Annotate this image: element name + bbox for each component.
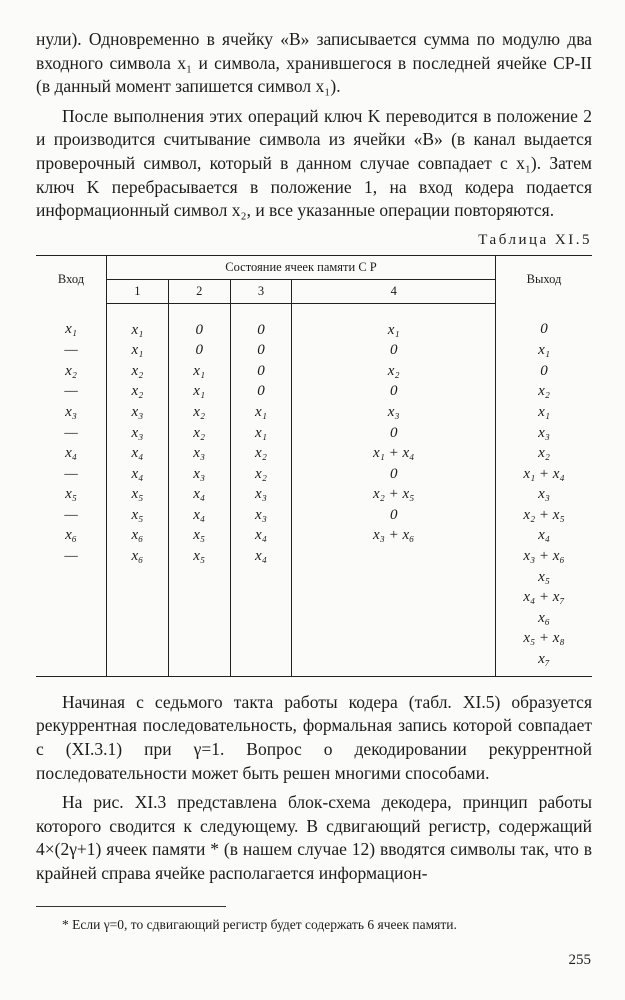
table-row bbox=[36, 567, 592, 588]
memory-cell-3: 0 bbox=[230, 303, 292, 340]
memory-cell-2: x₃ bbox=[168, 464, 230, 485]
header-input: Вход bbox=[36, 255, 107, 303]
memory-cell-1: x₁ bbox=[107, 340, 169, 361]
memory-cell-1: x₂ bbox=[107, 361, 169, 382]
memory-cell-1 bbox=[107, 629, 169, 650]
memory-cell-2: x₂ bbox=[168, 423, 230, 444]
memory-cell-3 bbox=[230, 567, 292, 588]
memory-cell-4 bbox=[292, 567, 496, 588]
memory-cell-3: x₂ bbox=[230, 464, 292, 485]
table-caption: Таблица XI.5 bbox=[478, 231, 592, 248]
table-row bbox=[36, 505, 592, 526]
memory-cell-3 bbox=[230, 608, 292, 629]
output-cell: 0 bbox=[496, 303, 593, 340]
memory-cell-4 bbox=[292, 608, 496, 629]
input-cell: — bbox=[64, 465, 78, 482]
table-row bbox=[36, 303, 592, 340]
memory-cell-4: x₃ bbox=[292, 402, 496, 423]
output-cell: 0 bbox=[496, 361, 593, 382]
memory-cell-2: 0 bbox=[168, 303, 230, 340]
table-row bbox=[36, 587, 592, 608]
memory-cell-2: x₁ bbox=[168, 361, 230, 382]
table-row bbox=[36, 485, 592, 506]
output-cell: x₆ bbox=[496, 608, 593, 629]
memory-cell-3: x₄ bbox=[230, 526, 292, 547]
input-cell bbox=[36, 608, 107, 629]
memory-cell-1: x₁ bbox=[107, 303, 169, 340]
table-row bbox=[36, 526, 592, 547]
output-cell: x₁ bbox=[496, 402, 593, 423]
output-cell: x₅ bbox=[496, 567, 593, 588]
input-cell bbox=[36, 649, 107, 676]
memory-cell-2: x₄ bbox=[168, 505, 230, 526]
input-cell: — bbox=[64, 342, 78, 359]
header-cell-4: 4 bbox=[292, 279, 496, 303]
memory-cell-1: x₄ bbox=[107, 443, 169, 464]
memory-cell-3 bbox=[230, 649, 292, 676]
memory-cell-4 bbox=[292, 629, 496, 650]
output-cell: x₂ bbox=[496, 443, 593, 464]
table-row bbox=[36, 382, 592, 403]
footnote: * Если γ=0, то сдвигающий регистр будет содержать 6 ячеек памяти. bbox=[62, 916, 457, 932]
memory-cell-4: 0 bbox=[292, 464, 496, 485]
memory-cell-1 bbox=[107, 587, 169, 608]
memory-cell-2: x₂ bbox=[168, 402, 230, 423]
memory-cell-3 bbox=[230, 629, 292, 650]
memory-cell-3 bbox=[230, 587, 292, 608]
book-page bbox=[36, 28, 592, 934]
memory-cell-4 bbox=[292, 587, 496, 608]
output-cell: x₂ bbox=[496, 382, 593, 403]
memory-cell-2 bbox=[168, 567, 230, 588]
memory-cell-1: x₃ bbox=[107, 402, 169, 423]
output-cell: x₃ bbox=[496, 485, 593, 506]
memory-cell-3: x₄ bbox=[230, 546, 292, 567]
memory-cell-3: x₃ bbox=[230, 505, 292, 526]
input-cell bbox=[36, 567, 107, 588]
table-row bbox=[36, 649, 592, 676]
table-row bbox=[36, 629, 592, 650]
memory-cell-2 bbox=[168, 649, 230, 676]
output-cell: x₇ bbox=[496, 649, 593, 676]
memory-cell-2: x₃ bbox=[168, 443, 230, 464]
header-cell-2: 2 bbox=[168, 279, 230, 303]
paragraph-recurrent-sequence: Начиная с седьмого такта работы кодера (табл. XI.5) образуется рекуррентная последовательность, формальная запись которой совпадает с (XI.3.1) при γ=1. Вопрос о декодировании рекуррентной последовательности может быть решен многими способами. bbox=[36, 691, 592, 783]
memory-cell-4 bbox=[292, 546, 496, 567]
table-row bbox=[36, 423, 592, 444]
memory-cell-2: x₅ bbox=[168, 546, 230, 567]
memory-cell-2: 0 bbox=[168, 340, 230, 361]
memory-cell-3: 0 bbox=[230, 361, 292, 382]
memory-cell-2 bbox=[168, 608, 230, 629]
paragraph-decoder-scheme: На рис. XI.3 представлена блок-схема декодера, принцип работы которого сводится к следующему. В сдвигающий регистр, содержащий 4×(2γ+1) ячеек памяти * (в нашем случае 12) вводятся символы так, что в крайней справа ячейке располагается информацион- bbox=[36, 792, 592, 883]
memory-cell-2: x₄ bbox=[168, 485, 230, 506]
input-cell bbox=[36, 629, 107, 650]
memory-cell-1: x₄ bbox=[107, 464, 169, 485]
table-row bbox=[36, 361, 592, 382]
memory-cell-2 bbox=[168, 587, 230, 608]
encoder-state-table bbox=[36, 255, 592, 677]
memory-cell-2: x₁ bbox=[168, 382, 230, 403]
table-body bbox=[36, 303, 592, 676]
input-cell: x₅ bbox=[65, 486, 77, 503]
memory-cell-4: 0 bbox=[292, 423, 496, 444]
memory-cell-4 bbox=[292, 649, 496, 676]
memory-cell-1 bbox=[107, 649, 169, 676]
output-cell: x₃ + x₆ bbox=[496, 546, 593, 567]
memory-cell-1 bbox=[107, 567, 169, 588]
memory-cell-1: x₅ bbox=[107, 485, 169, 506]
memory-cell-4: x₂ + x₅ bbox=[292, 485, 496, 506]
output-cell: x₄ bbox=[496, 526, 593, 547]
output-cell: x₄ + x₇ bbox=[496, 587, 593, 608]
memory-cell-3: x₁ bbox=[230, 423, 292, 444]
memory-cell-1: x₂ bbox=[107, 382, 169, 403]
input-cell: — bbox=[64, 548, 78, 565]
input-cell: — bbox=[64, 506, 78, 523]
memory-cell-3: x₃ bbox=[230, 485, 292, 506]
memory-cell-4: 0 bbox=[292, 505, 496, 526]
output-cell: x₁ bbox=[496, 340, 593, 361]
table-row bbox=[36, 340, 592, 361]
output-cell: x₃ bbox=[496, 423, 593, 444]
input-cell: x₁ bbox=[65, 321, 77, 338]
table-row bbox=[36, 443, 592, 464]
memory-cell-2: x₅ bbox=[168, 526, 230, 547]
input-cell: — bbox=[64, 424, 78, 441]
memory-cell-1: x₃ bbox=[107, 423, 169, 444]
header-cell-3: 3 bbox=[230, 279, 292, 303]
paragraph-key-operations: После выполнения этих операций ключ K переводится в положение 2 и производится считывание символа из ячейки «В» (в канал выдается проверочный символ, который в данном случае совпадает с x₁). Затем ключ K перебрасывается в положение 1, на вход кодера подается информационный символ x₂, и все указанные операции повторяются. bbox=[36, 105, 592, 221]
memory-cell-2 bbox=[168, 629, 230, 650]
memory-cell-4: x₁ + x₄ bbox=[292, 443, 496, 464]
input-cell: x₃ bbox=[65, 403, 77, 420]
memory-cell-1: x₅ bbox=[107, 505, 169, 526]
memory-cell-4: x₂ bbox=[292, 361, 496, 382]
memory-cell-3: 0 bbox=[230, 382, 292, 403]
footnote-rule bbox=[36, 906, 226, 915]
memory-cell-3: x₂ bbox=[230, 443, 292, 464]
memory-cell-3: 0 bbox=[230, 340, 292, 361]
table-row bbox=[36, 546, 592, 567]
memory-cell-4: 0 bbox=[292, 382, 496, 403]
memory-cell-1: x₆ bbox=[107, 546, 169, 567]
input-cell: x₂ bbox=[65, 362, 77, 379]
paragraph-continued: нули). Одновременно в ячейку «В» записывается сумма по модулю два входного символа x₁ и символа, хранившегося в последней ячейке CP-II (в данный момент запишется символ x₁). bbox=[36, 29, 592, 97]
input-cell: x₆ bbox=[65, 527, 77, 544]
memory-cell-4: x₃ + x₆ bbox=[292, 526, 496, 547]
memory-cell-4: 0 bbox=[292, 340, 496, 361]
input-cell: — bbox=[64, 383, 78, 400]
table-row bbox=[36, 464, 592, 485]
input-cell bbox=[36, 587, 107, 608]
header-output: Выход bbox=[496, 255, 593, 303]
memory-cell-1 bbox=[107, 608, 169, 629]
header-memory-state: Состояние ячеек памяти С Р bbox=[107, 255, 496, 279]
output-cell: x₁ + x₄ bbox=[496, 464, 593, 485]
header-cell-1: 1 bbox=[107, 279, 169, 303]
output-cell: x₂ + x₅ bbox=[496, 505, 593, 526]
output-cell: x₅ + x₈ bbox=[496, 629, 593, 650]
memory-cell-1: x₆ bbox=[107, 526, 169, 547]
table-row bbox=[36, 608, 592, 629]
page-number: 255 bbox=[568, 952, 591, 968]
input-cell: x₄ bbox=[65, 445, 77, 462]
memory-cell-4: x₁ bbox=[292, 303, 496, 340]
memory-cell-3: x₁ bbox=[230, 402, 292, 423]
table-row bbox=[36, 402, 592, 423]
